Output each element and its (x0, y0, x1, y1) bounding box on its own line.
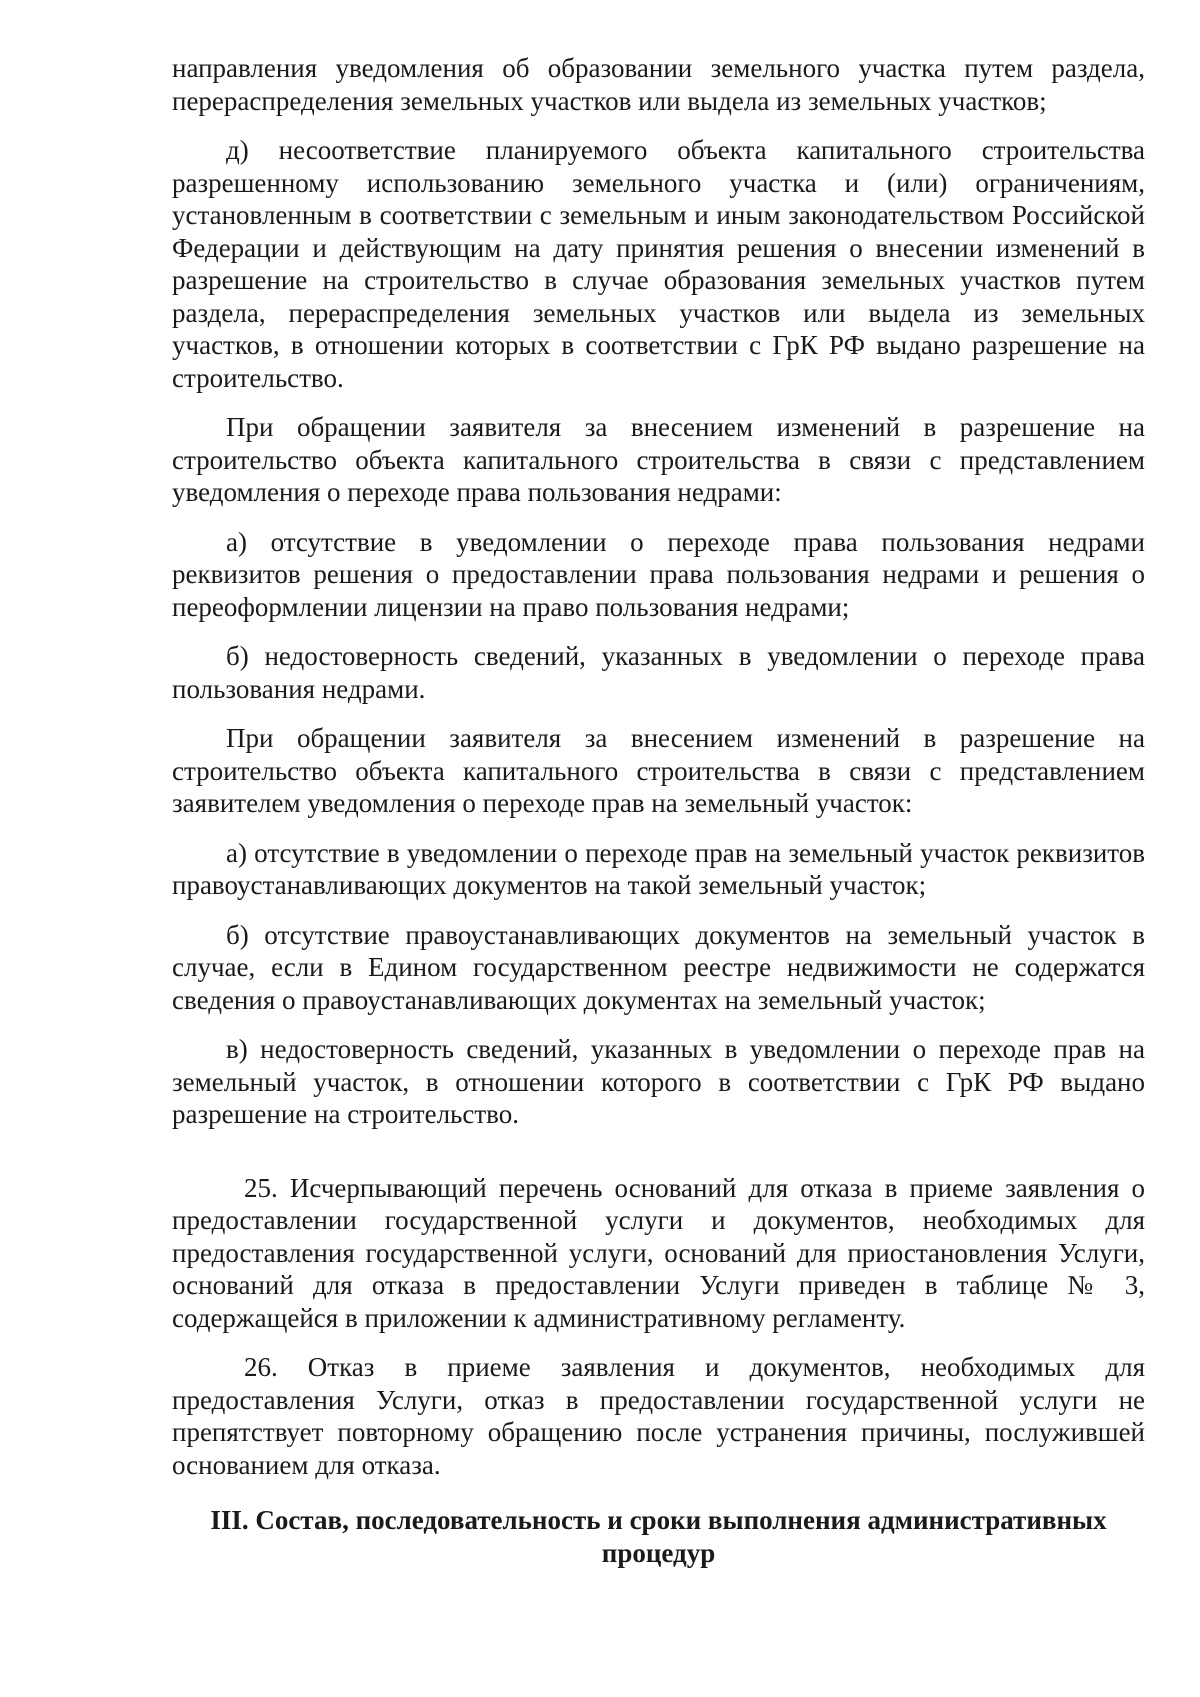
paragraph-item-d: д) несоответствие планируемого объекта капитального строительства разрешенному использованию земельного участка и (или) ограничениям, установленным в соответствии с земельным и иным законодательством Российской Федерации и действующим на дату принятия решения о внесении изменений в разрешение на строительство в случае образования земельных участков путем раздела, перераспределения земельных участков или выдела из земельных участков, в отношении которых в соответствии с ГрК РФ выдано разрешение на строительство. (172, 135, 1145, 393)
paragraph-subsoil-intro: При обращении заявителя за внесением изменений в разрешение на строительство объекта капитального строительства в связи с представлением уведомления о переходе права пользования недрами: (172, 412, 1145, 507)
document-page (172, 52, 1145, 1569)
paragraph-subsoil-item-b: б) недостоверность сведений, указанных в уведомлении о переходе права пользования недрами. (172, 641, 1145, 704)
paragraph-subsoil-item-a: а) отсутствие в уведомлении о переходе права пользования недрами реквизитов решения о предоставлении права пользования недрами и решения о переоформлении лицензии на право пользования недрами; (172, 526, 1145, 622)
paragraph-26: 26. Отказ в приеме заявления и документов, необходимых для предоставления Услуги, отказ в предоставлении государственной услуги не препятствует повторному обращению после устранения причины, послужившей основанием для отказа. (172, 1352, 1145, 1480)
paragraph-land-item-a: а) отсутствие в уведомлении о переходе прав на земельный участок реквизитов правоустанавливающих документов на такой земельный участок; (172, 837, 1145, 900)
paragraph-land-item-v: в) недостоверность сведений, указанных в уведомлении о переходе прав на земельный участок, в отношении которого в соответствии с ГрК РФ выдано разрешение на строительство. (172, 1034, 1145, 1129)
paragraph-25: 25. Исчерпывающий перечень оснований для отказа в приеме заявления о предоставлении государственной услуги и документов, необходимых для предоставления государственной услуги, оснований для приостановления Услуги, оснований для отказа в предоставлении Услуги приведен в таблице № 3, содержащейся в приложении к административному регламенту. (172, 1172, 1145, 1333)
paragraph-land-item-b: б) отсутствие правоустанавливающих документов на земельный участок в случае, если в Едином государственном реестре недвижимости не содержатся сведения о правоустанавливающих документах на земельный участок; (172, 919, 1145, 1015)
paragraph-land-intro: При обращении заявителя за внесением изменений в разрешение на строительство объекта капитального строительства в связи с представлением заявителем уведомления о переходе прав на земельный участок: (172, 723, 1145, 818)
section-heading: III. Состав, последовательность и сроки выполнения административных процедур (210, 1505, 1107, 1568)
paragraph-continuation: направления уведомления об образовании земельного участка путем раздела, перераспределения земельных участков или выдела из земельных участков; (172, 53, 1145, 116)
